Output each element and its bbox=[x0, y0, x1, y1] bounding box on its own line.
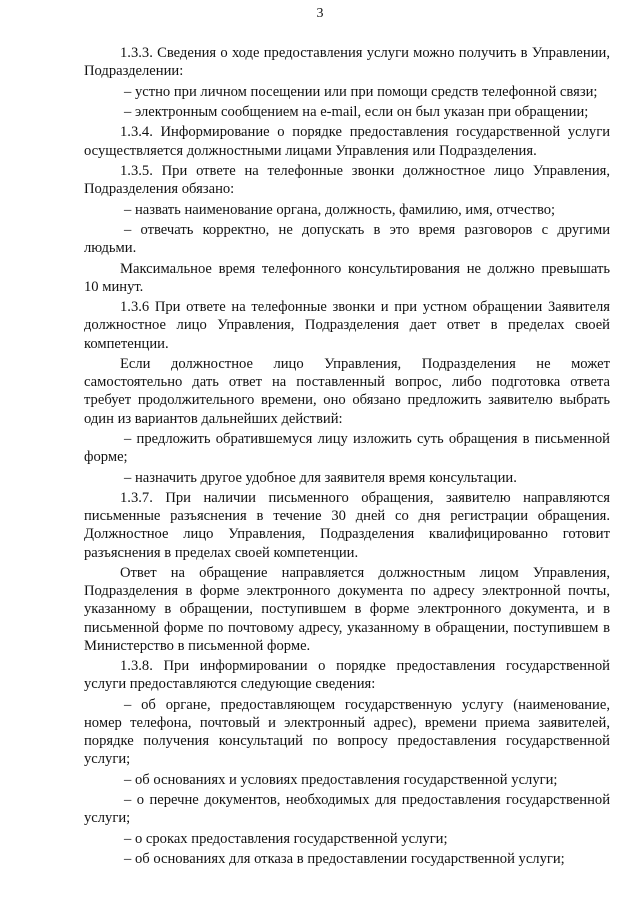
list-item-organ-info: – об органе, предоставляющем государственную услугу (наименование, номер телефона, почтовый и электронный адрес), времени приема заявителей, порядке получения консультаций по вопросу предоставления государственной услуги; bbox=[84, 696, 610, 768]
paragraph-1-3-8: 1.3.8. При информировании о порядке предоставления государственной услуги предоставляются следующие сведения: bbox=[84, 658, 610, 693]
page-number: 3 bbox=[316, 6, 324, 21]
paragraph-1-3-6: 1.3.6 При ответе на телефонные звонки и при устном обращении Заявителя должностное лицо Управления, Подразделения дает ответ в пределах своей компетенции. bbox=[84, 299, 610, 352]
list-item-terms: – о сроках предоставления государственной услуги; bbox=[124, 830, 448, 847]
paragraph-1-3-3: 1.3.3. Сведения о ходе предоставления услуги можно получить в Управлении, Подразделении: bbox=[84, 45, 610, 80]
paragraph-1-3-5: 1.3.5. При ответе на телефонные звонки должностное лицо Управления, Подразделения обязано: bbox=[84, 162, 610, 198]
document-body bbox=[84, 44, 610, 868]
list-item-documents: – о перечне документов, необходимых для предоставления государственной услуги; bbox=[84, 792, 610, 827]
list-item-answer-correctly: – отвечать корректно, не допускать в это время разговоров с другими людьми. bbox=[84, 221, 610, 257]
list-item-email: – электронным сообщением на e-mail, если он был указан при обращении; bbox=[124, 103, 589, 120]
list-item-grounds-conditions: – об основаниях и условиях предоставления государственной услуги; bbox=[124, 771, 558, 788]
list-item-other-time: – назначить другое удобное для заявителя время консультации. bbox=[124, 469, 517, 486]
paragraph-1-3-4: 1.3.4. Информирование о порядке предоставления государственной услуги осуществляется должностными лицами Управления или Подразделения. bbox=[84, 124, 610, 159]
list-item-written-form: – предложить обратившемуся лицу изложить суть обращения в письменной форме; bbox=[84, 430, 610, 466]
paragraph-max-time: Максимальное время телефонного консультирования не должно превышать 10 минут. bbox=[84, 260, 610, 295]
list-item-name-organ: – назвать наименование органа, должность, фамилию, имя, отчество; bbox=[124, 201, 556, 218]
paragraph-1-3-7: 1.3.7. При наличии письменного обращения, заявителю направляются письменные разъяснения в течение 30 дней со дня регистрации обращения. Должностное лицо Управления, Подразделения квалифицированно готовит разъяснения в пределах своей компетенции. bbox=[84, 489, 610, 561]
list-item-oral: – устно при личном посещении или при помощи средств телефонной связи; bbox=[124, 83, 598, 100]
paragraph-if-cannot-answer: Если должностное лицо Управления, Подразделения не может самостоятельно дать ответ на поставленный вопрос, либо подготовка ответа требует продолжительного времени, оно обязано предложить заявителю выбрать один из вариантов дальнейших действий: bbox=[84, 355, 610, 427]
paragraph-response: Ответ на обращение направляется должностным лицом Управления, Подразделения в форме электронного документа по адресу электронной почты, указанному в обращении, поступившем в форме электронного документа, и в письменной форме по почтовому адресу, указанному в обращении, поступившем в Министерство в письменной форме. bbox=[84, 564, 610, 654]
list-item-refusal-grounds: – об основаниях для отказа в предоставлении государственной услуги; bbox=[124, 851, 565, 868]
